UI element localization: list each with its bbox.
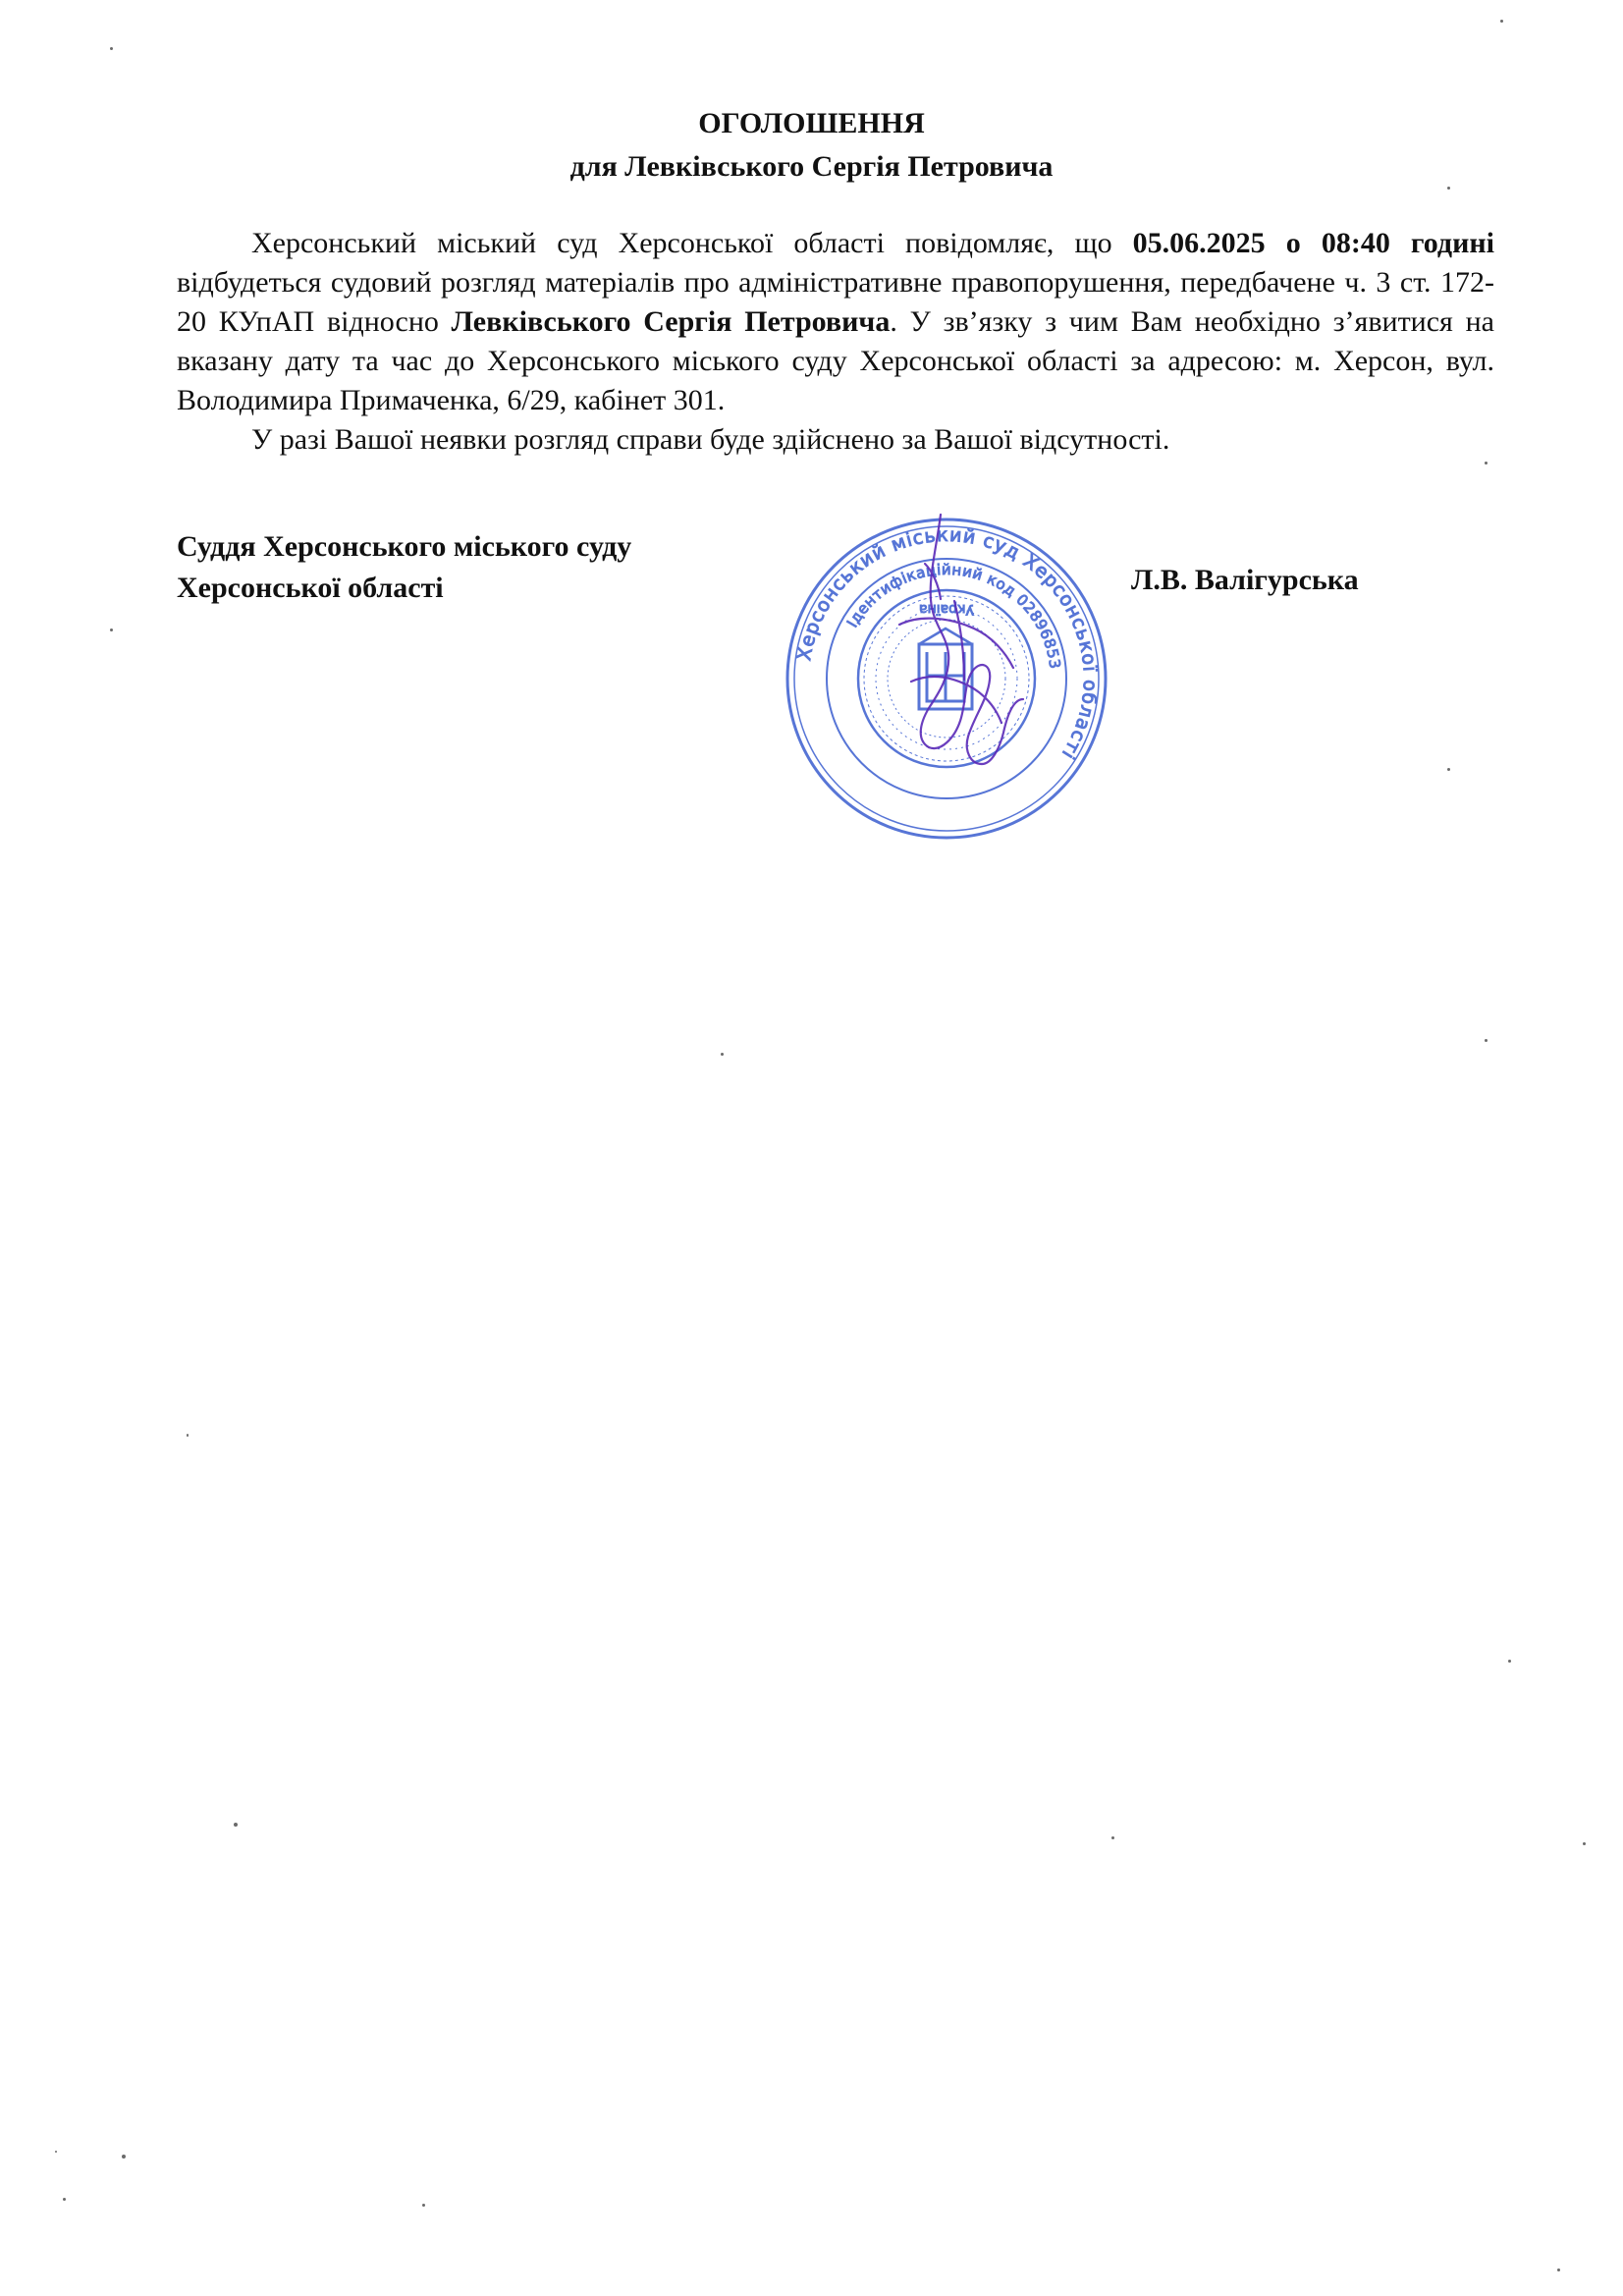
scan-speck — [1583, 1842, 1586, 1845]
seal-inner-text: Ідентифікаційний код 02896853 — [842, 560, 1064, 671]
scan-speck — [187, 1434, 189, 1437]
scan-speck — [55, 2151, 57, 2153]
document-subtitle: для Левківського Сергія Петровича — [569, 150, 1054, 183]
scan-speck — [1111, 1836, 1114, 1839]
scan-speck — [721, 1053, 724, 1056]
seal-outer-text: Херсонський міський суд Херсонської області — [793, 523, 1102, 764]
notice-text-2: відбудеться судовий розгляд матеріалів про адміністративне правопорушення, передбачене ч. 3 ст. 172-20 КУпАП відносно — [177, 266, 1494, 338]
judge-name: Л.В. Валігурська — [1131, 564, 1359, 596]
scan-speck — [110, 47, 113, 50]
judge-position-line-1: Суддя Херсонського міського суду — [177, 530, 632, 563]
scan-speck — [422, 2204, 425, 2207]
person-name: Левківського Сергія Петровича — [451, 305, 891, 338]
notice-paragraph-1 — [177, 224, 1494, 420]
hearing-date-time: 05.06.2025 о 08:40 годині — [1132, 227, 1494, 259]
scan-speck — [1485, 462, 1488, 465]
notice-paragraph-2: У разі Вашої неявки розгляд справи буде здійснено за Вашої відсутності. — [251, 423, 1170, 456]
notice-body — [177, 224, 1494, 460]
scan-speck — [110, 629, 113, 631]
scan-speck — [1447, 768, 1450, 771]
scan-speck — [1508, 1660, 1511, 1663]
scan-speck — [63, 2198, 66, 2201]
judge-position — [177, 526, 631, 609]
court-seal-stamp — [782, 507, 1111, 850]
notice-text-1: Херсонський міський суд Херсонської області повідомляє, що — [251, 227, 1133, 259]
notice-text-3: . У зв’язку з чим Вам необхідно з’явитися на вказану дату та час до Херсонського міського суду Херсонської області за адресою: м. Херсон, вул. Володимира Примаченка, 6/29, кабінет 301. — [177, 305, 1494, 416]
document-title: ОГОЛОШЕННЯ — [698, 107, 925, 139]
seal-country-text: Україна — [918, 601, 975, 617]
scan-speck — [234, 1823, 238, 1827]
judge-position-line-2: Херсонської області — [177, 572, 444, 604]
scan-speck — [1447, 187, 1450, 190]
scan-speck — [1485, 1039, 1488, 1042]
scan-speck — [1557, 2269, 1560, 2271]
handwritten-signature — [899, 515, 1023, 764]
scan-speck — [1500, 20, 1503, 23]
scan-speck — [122, 2155, 126, 2159]
